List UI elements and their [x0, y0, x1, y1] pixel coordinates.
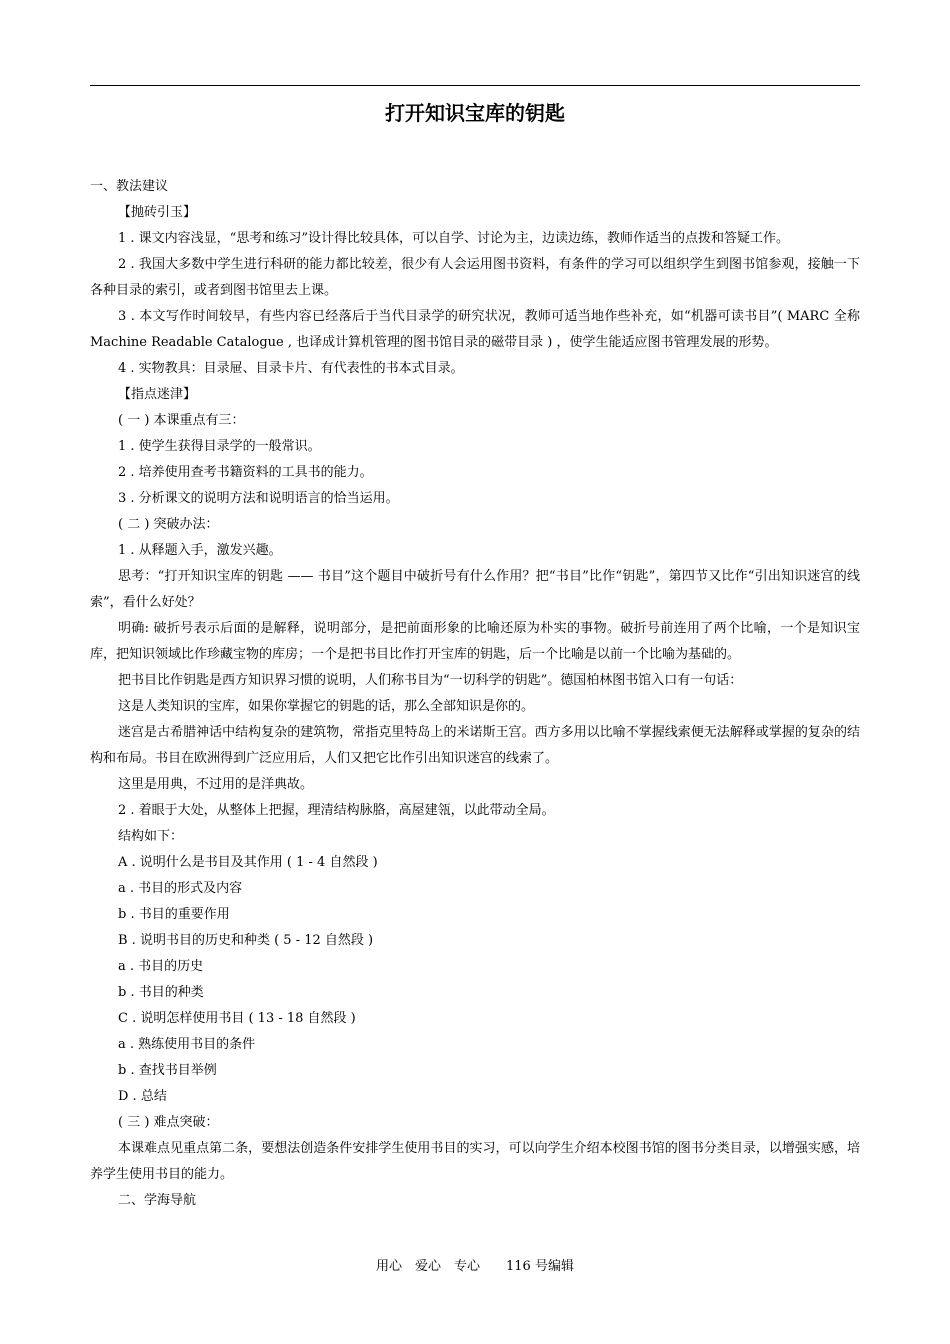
outline-item: C . 说明怎样使用书目 ( 13 - 18 自然段 ) — [118, 1011, 356, 1026]
subsection-heading: 【指点迷津】 — [118, 387, 197, 402]
subsection-heading: 【抛砖引玉】 — [118, 205, 197, 220]
outline-item: b . 书目的种类 — [118, 985, 204, 1000]
paragraph: 1 . 使学生获得目录学的一般常识。 — [118, 439, 321, 454]
paragraph: 2 . 我国大多数中学生进行科研的能力都比较差，很少有人会运用图书资料，有条件的学习可以组织学生到图书馆参观，接触一下各种目录的索引，或者到图书馆里去上课。 — [90, 257, 860, 298]
paragraph: 把书目比作钥匙是西方知识界习惯的说明，人们称书目为“一切科学的钥匙”。德国柏林图书馆入口有一句话： — [118, 673, 743, 688]
section-heading: 二、学海导航 — [118, 1193, 197, 1208]
document-body — [90, 174, 860, 1214]
outline-item: a . 书目的历史 — [118, 959, 204, 974]
paragraph: 2 . 着眼于大处，从整体上把握，理清结构脉胳，高屋建瓴，以此带动全局。 — [118, 803, 555, 818]
outline-item: A . 说明什么是书目及其作用 ( 1 - 4 自然段 ) — [118, 855, 378, 870]
page-footer: 用心 爱心 专心 116 号编辑 — [376, 1259, 574, 1274]
paragraph: 2 . 培养使用查考书籍资料的工具书的能力。 — [118, 465, 373, 480]
outline-item: B . 说明书目的历史和种类 ( 5 - 12 自然段 ) — [118, 933, 374, 948]
paragraph: 3 . 分析课文的说明方法和说明语言的恰当运用。 — [118, 491, 399, 506]
paragraph: 3 . 本文写作时间较早，有些内容已经落后于当代目录学的研究状况，教师可适当地作些补充，如“机器可读书目”( MARC 全称 Machine Readable Catalogue , 也译成计算机管理的图书馆目录的磁带目录 ) ，使学生能适应图书管理发展的形势。 — [90, 309, 860, 350]
outline-item: b . 书目的重要作用 — [118, 907, 230, 922]
paragraph: ( 三 ) 难点突破： — [118, 1115, 219, 1130]
header-rule — [90, 85, 860, 86]
section-heading: 一、教法建议 — [90, 179, 169, 194]
paragraph: 1 . 课文内容浅显，“思考和练习”设计得比较具体，可以自学、讨论为主，边读边练，教师作适当的点拨和答疑工作。 — [118, 231, 789, 246]
outline-item: a . 书目的形式及内容 — [118, 881, 243, 896]
paragraph: 这是人类知识的宝库，如果你掌握它的钥匙的话，那么全部知识是你的。 — [118, 699, 535, 714]
outline-item: D . 总结 — [118, 1089, 167, 1104]
paragraph: 这里是用典，不过用的是洋典故。 — [118, 777, 314, 792]
paragraph: 结构如下： — [118, 829, 184, 844]
paragraph: 思考：“打开知识宝库的钥匙 —— 书目”这个题目中破折号有什么作用？把“书目”比作“钥匙”，第四节又比作“引出知识迷宫的线索”，看什么好处？ — [90, 569, 860, 610]
paragraph: 4 . 实物教具：目录屉、目录卡片、有代表性的书本式目录。 — [118, 361, 464, 376]
paragraph: 本课难点见重点第二条，要想法创造条件安排学生使用书目的实习，可以向学生介绍本校图书馆的图书分类目录，以增强实感，培养学生使用书目的能力。 — [90, 1141, 860, 1182]
paragraph: 1 . 从释题入手，激发兴趣。 — [118, 543, 282, 558]
paragraph: 明确: 破折号表示后面的是解释，说明部分，是把前面形象的比喻还原为朴实的事物。破折号前连用了两个比喻，一个是知识宝库，把知识领域比作珍藏宝物的库房；一个是把书目比作打开宝库的钥匙，后一个比喻是以前一个比喻为基础的。 — [90, 621, 860, 662]
paragraph: ( 一 ) 本课重点有三： — [118, 413, 245, 428]
paragraph: ( 二 ) 突破办法： — [118, 517, 219, 532]
outline-item: b . 查找书目举例 — [118, 1063, 217, 1078]
paragraph: 迷宫是古希腊神话中结构复杂的建筑物，常指克里特岛上的米诺斯王宫。西方多用以比喻不掌握线索便无法解释或掌握的复杂的结构和布局。书目在欧洲得到广泛应用后，人们又把它比作引出知识迷宫的线索了。 — [90, 725, 860, 766]
document-title: 打开知识宝库的钥匙 — [385, 101, 565, 125]
outline-item: a . 熟练使用书目的条件 — [118, 1037, 256, 1052]
